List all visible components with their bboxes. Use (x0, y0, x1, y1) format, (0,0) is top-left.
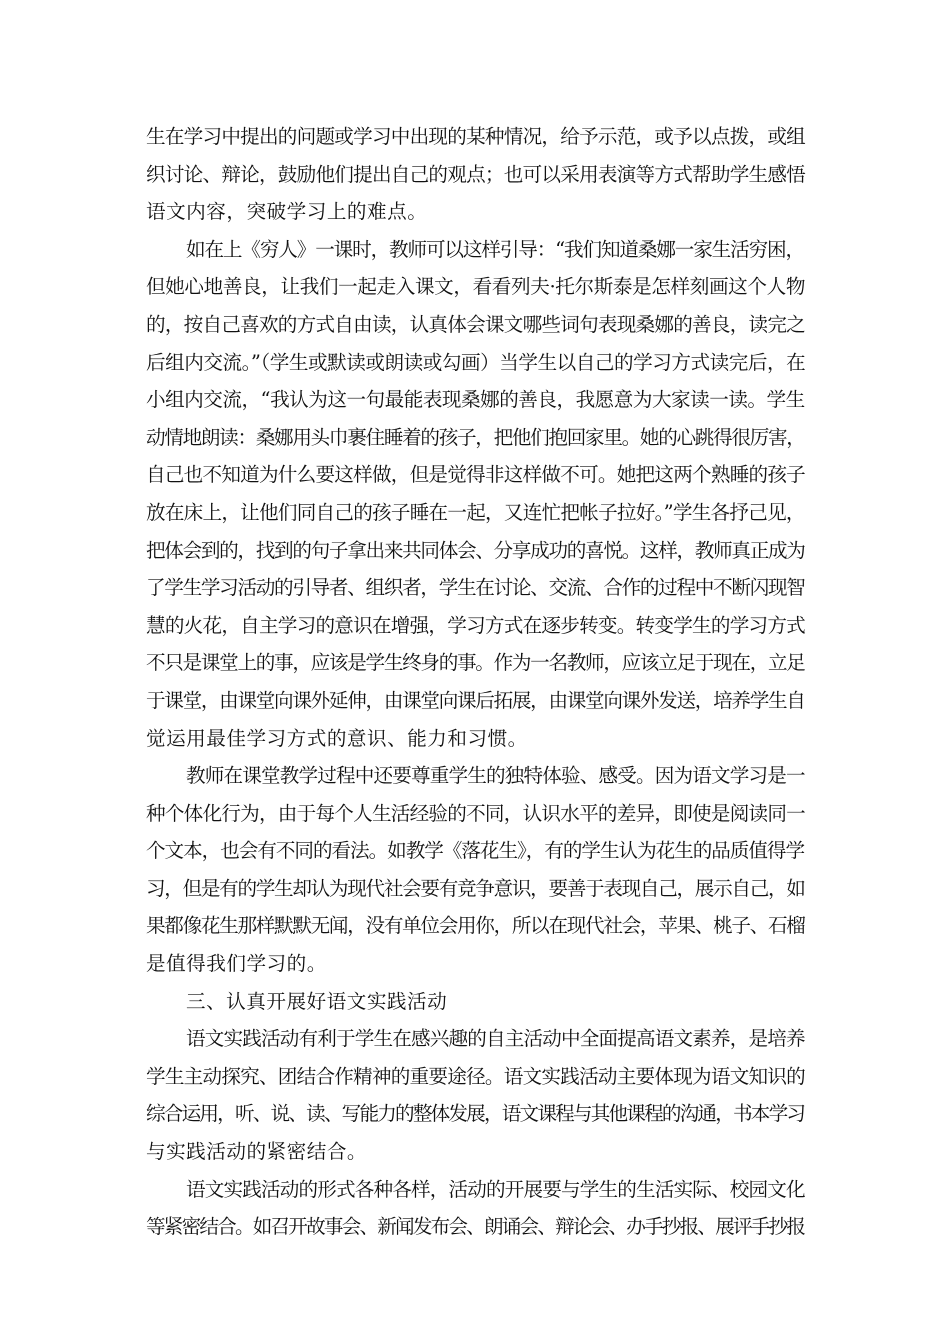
text-line: 果都像花生那样默默无闻，没有单位会用你，所以在现代社会，苹果、桃子、石榴 (146, 914, 805, 938)
text-line: 觉运用最佳学习方式的意识、能力和习惯。 (146, 726, 528, 750)
text-line: 语文实践活动有利于学生在感兴趣的自主活动中全面提高语文素养，是培养 (186, 1027, 805, 1051)
text-line: 织讨论、辩论，鼓励他们提出自己的观点；也可以采用表演等方式帮助学生感悟 (146, 162, 806, 186)
text-line: 了学生学习活动的引导者、组织者，学生在讨论、交流、合作的过程中不断闪现智 (146, 576, 805, 600)
text-line: 动情地朗读：桑娜用头巾裹住睡着的孩子，把他们抱回家里。她的心跳得很厉害， (146, 425, 805, 449)
text-line: 自己也不知道为什么要这样做，但是觉得非这样做不可。她把这两个熟睡的孩子 (146, 463, 806, 487)
text-line: 等紧密结合。如召开故事会、新闻发布会、朗诵会、辩论会、办手抄报、展评手抄报 (146, 1215, 805, 1239)
text-line: 语文内容，突破学习上的难点。 (146, 200, 428, 224)
text-line: 的，按自己喜欢的方式自由读，认真体会课文哪些词句表现桑娜的善良，读完之 (146, 312, 806, 336)
text-line: 把体会到的，找到的句子拿出来共同体会、分享成功的喜悦。这样，教师真正成为 (146, 538, 805, 562)
text-line: 如在上《穷人》一课时，教师可以这样引导：“我们知道桑娜一家生活穷困， (186, 237, 804, 261)
text-line: 放在床上，让他们同自己的孩子睡在一起，又连忙把帐子拉好。”学生各抒己见， (146, 500, 805, 524)
text-line: 教师在课堂教学过程中还要尊重学生的独特体验、感受。因为语文学习是一 (186, 764, 805, 788)
text-line: 种个体化行为，由于每个人生活经验的不同，认识水平的差异，即使是阅读同一 (146, 801, 806, 825)
text-line: 三、认真开展好语文实践活动 (186, 989, 448, 1013)
text-line: 是值得我们学习的。 (146, 952, 327, 976)
text-line: 习，但是有的学生却认为现代社会要有竞争意识，要善于表现自己，展示自己，如 (146, 876, 805, 900)
text-line: 个文本，也会有不同的看法。如教学《落花生》，有的学生认为花生的品质值得学 (146, 839, 805, 863)
text-line: 后组内交流。”（学生或默读或朗读或勾画）当学生以自己的学习方式读完后，在 (146, 350, 806, 374)
text-line: 语文实践活动的形式各种各样，活动的开展要与学生的生活实际、校园文化 (186, 1177, 805, 1201)
text-line: 慧的火花，自主学习的意识在增强，学习方式在逐步转变。转变学生的学习方式 (146, 613, 806, 637)
text-line: 但她心地善良，让我们一起走入课文，看看列夫·托尔斯泰是怎样刻画这个人物 (146, 275, 806, 299)
text-line: 学生主动探究、团结合作精神的重要途径。语文实践活动主要体现为语文知识的 (146, 1064, 806, 1088)
text-line: 于课堂，由课堂向课外延伸，由课堂向课后拓展，由课堂向课外发送，培养学生自 (146, 688, 805, 712)
text-line: 不只是课堂上的事，应该是学生终身的事。作为一名教师，应该立足于现在，立足 (146, 651, 805, 675)
text-line: 综合运用，听、说、读、写能力的整体发展，语文课程与其他课程的沟通，书本学习 (146, 1102, 805, 1126)
text-line: 小组内交流，“我认为这一句最能表现桑娜的善良，我愿意为大家读一读。学生 (146, 388, 805, 412)
text-line: 生在学习中提出的问题或学习中出现的某种情况，给予示范，或予以点拨，或组 (146, 125, 806, 148)
text-line: 与实践活动的紧密结合。 (146, 1140, 368, 1164)
body-text (146, 118, 806, 1246)
